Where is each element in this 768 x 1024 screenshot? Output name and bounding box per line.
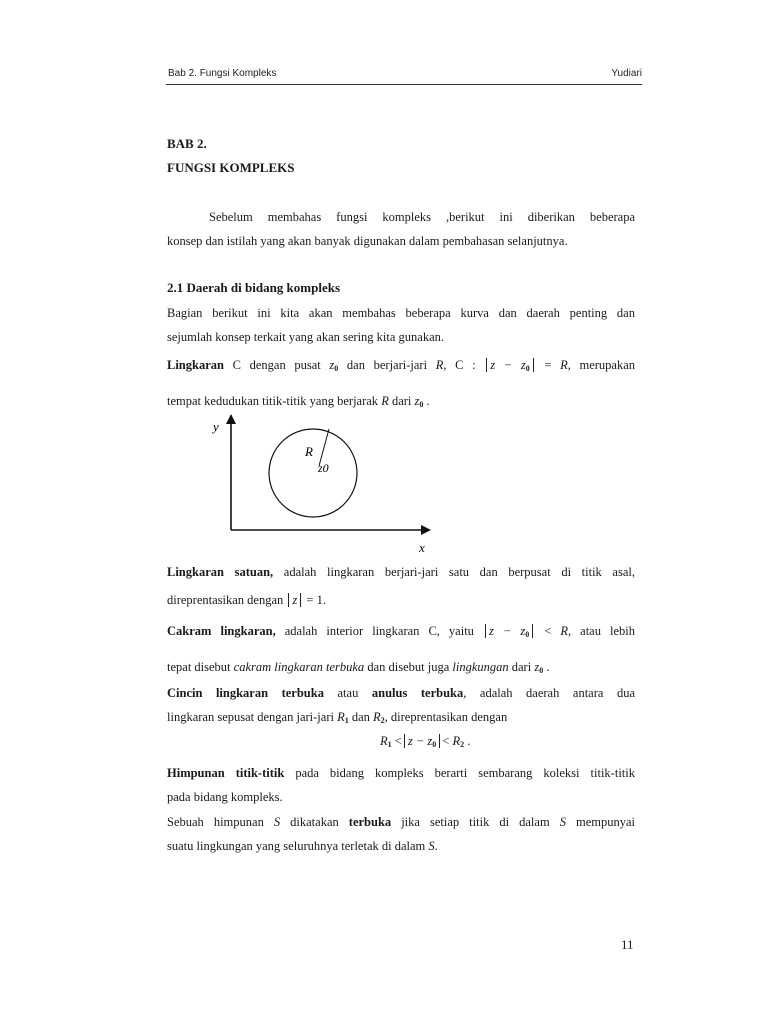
lingkaran-term: Lingkaran <box>167 358 224 372</box>
circle-figure <box>195 410 455 560</box>
annulus-formula: $R_1 < z - z_0 < R_2$ . <box>380 734 471 749</box>
cincin-line-2: lingkaran sepusat dengan jari-jari $R_1$ dan $R_2$, direprentasikan dengan <box>167 710 508 725</box>
section-line-1: Bagian berikut ini kita akan membahas beberapa kurva dan daerah penting dan <box>167 306 635 320</box>
intro-paragraph <box>167 205 635 253</box>
himpunan-line-2: pada bidang kompleks. <box>167 790 283 804</box>
terbuka-line-1: Sebuah himpunan S dikatakan terbuka jika setiap titik di dalam S mempunyai <box>167 815 636 829</box>
y-axis-arrow <box>226 414 236 424</box>
intro-line-1: Sebelum membahas fungsi kompleks ,berikut ini diberikan beberapa <box>209 210 635 224</box>
x-axis-label: x <box>419 540 425 555</box>
chapter-number: BAB 2. <box>167 136 207 151</box>
modulus-expression: $z - z_0$ <box>486 358 533 372</box>
z0-symbol: $z_0$ <box>329 358 339 373</box>
intro-line-2: konsep dan istilah yang akan banyak digunakan dalam pembahasan selanjutnya. <box>167 234 568 248</box>
section-line-2: sejumlah konsep terkait yang akan sering kita gunakan. <box>167 330 445 344</box>
satuan-paragraph <box>167 560 635 612</box>
himpunan-line-1: Himpunan titik-titik pada bidang kompleks berarti sembarang koleksi titik-titik <box>167 766 635 780</box>
cakram-paragraph <box>167 619 635 683</box>
satuan-line-1: Lingkaran satuan, adalah lingkaran berjari-jari satu dan berpusat di titik asal, <box>167 565 635 579</box>
lingkaran-paragraph <box>167 353 635 417</box>
satuan-line-2: direprentasikan dengan z = 1. <box>167 593 326 607</box>
terbuka-paragraph <box>167 810 635 858</box>
y-axis-label: y <box>213 419 219 434</box>
radius-label: R <box>305 444 313 459</box>
circle-c <box>269 429 357 517</box>
lingkaran-line-1: Lingkaran C dengan pusat $z_0$ dan berjari-jari R, C : $z - z_0 = R$, merupakan <box>167 358 636 373</box>
himpunan-paragraph <box>167 761 635 809</box>
cincin-line-1: Cincin lingkaran terbuka atau anulus terbuka, adalah daerah antara dua <box>167 686 636 700</box>
cakram-line-2: tepat disebut cakram lingkaran terbuka dan disebut juga lingkungan dari $z_0$ . <box>167 660 550 675</box>
lingkaran-line-2: tempat kedudukan titik-titik yang berjarak R dari $z_0$ . <box>167 394 430 409</box>
x-axis-arrow <box>421 525 431 535</box>
page-number: 11 <box>621 937 634 952</box>
running-header-left: Bab 2. Fungsi Kompleks <box>168 68 277 79</box>
terbuka-line-2: suatu lingkungan yang seluruhnya terletak di dalam S. <box>167 839 438 853</box>
center-label: z0 <box>318 461 329 475</box>
cincin-paragraph <box>167 681 635 733</box>
chapter-title: FUNGSI KOMPLEKS <box>167 160 295 175</box>
cakram-line-1: Cakram lingkaran, adalah interior lingkaran C, yaitu $z - z_0 < R$, atau lebih <box>167 624 635 639</box>
running-header-right: Yudiari <box>611 68 642 79</box>
section-heading: 2.1 Daerah di bidang kompleks <box>167 280 341 295</box>
header-rule <box>166 84 642 85</box>
section-paragraph <box>167 301 635 349</box>
